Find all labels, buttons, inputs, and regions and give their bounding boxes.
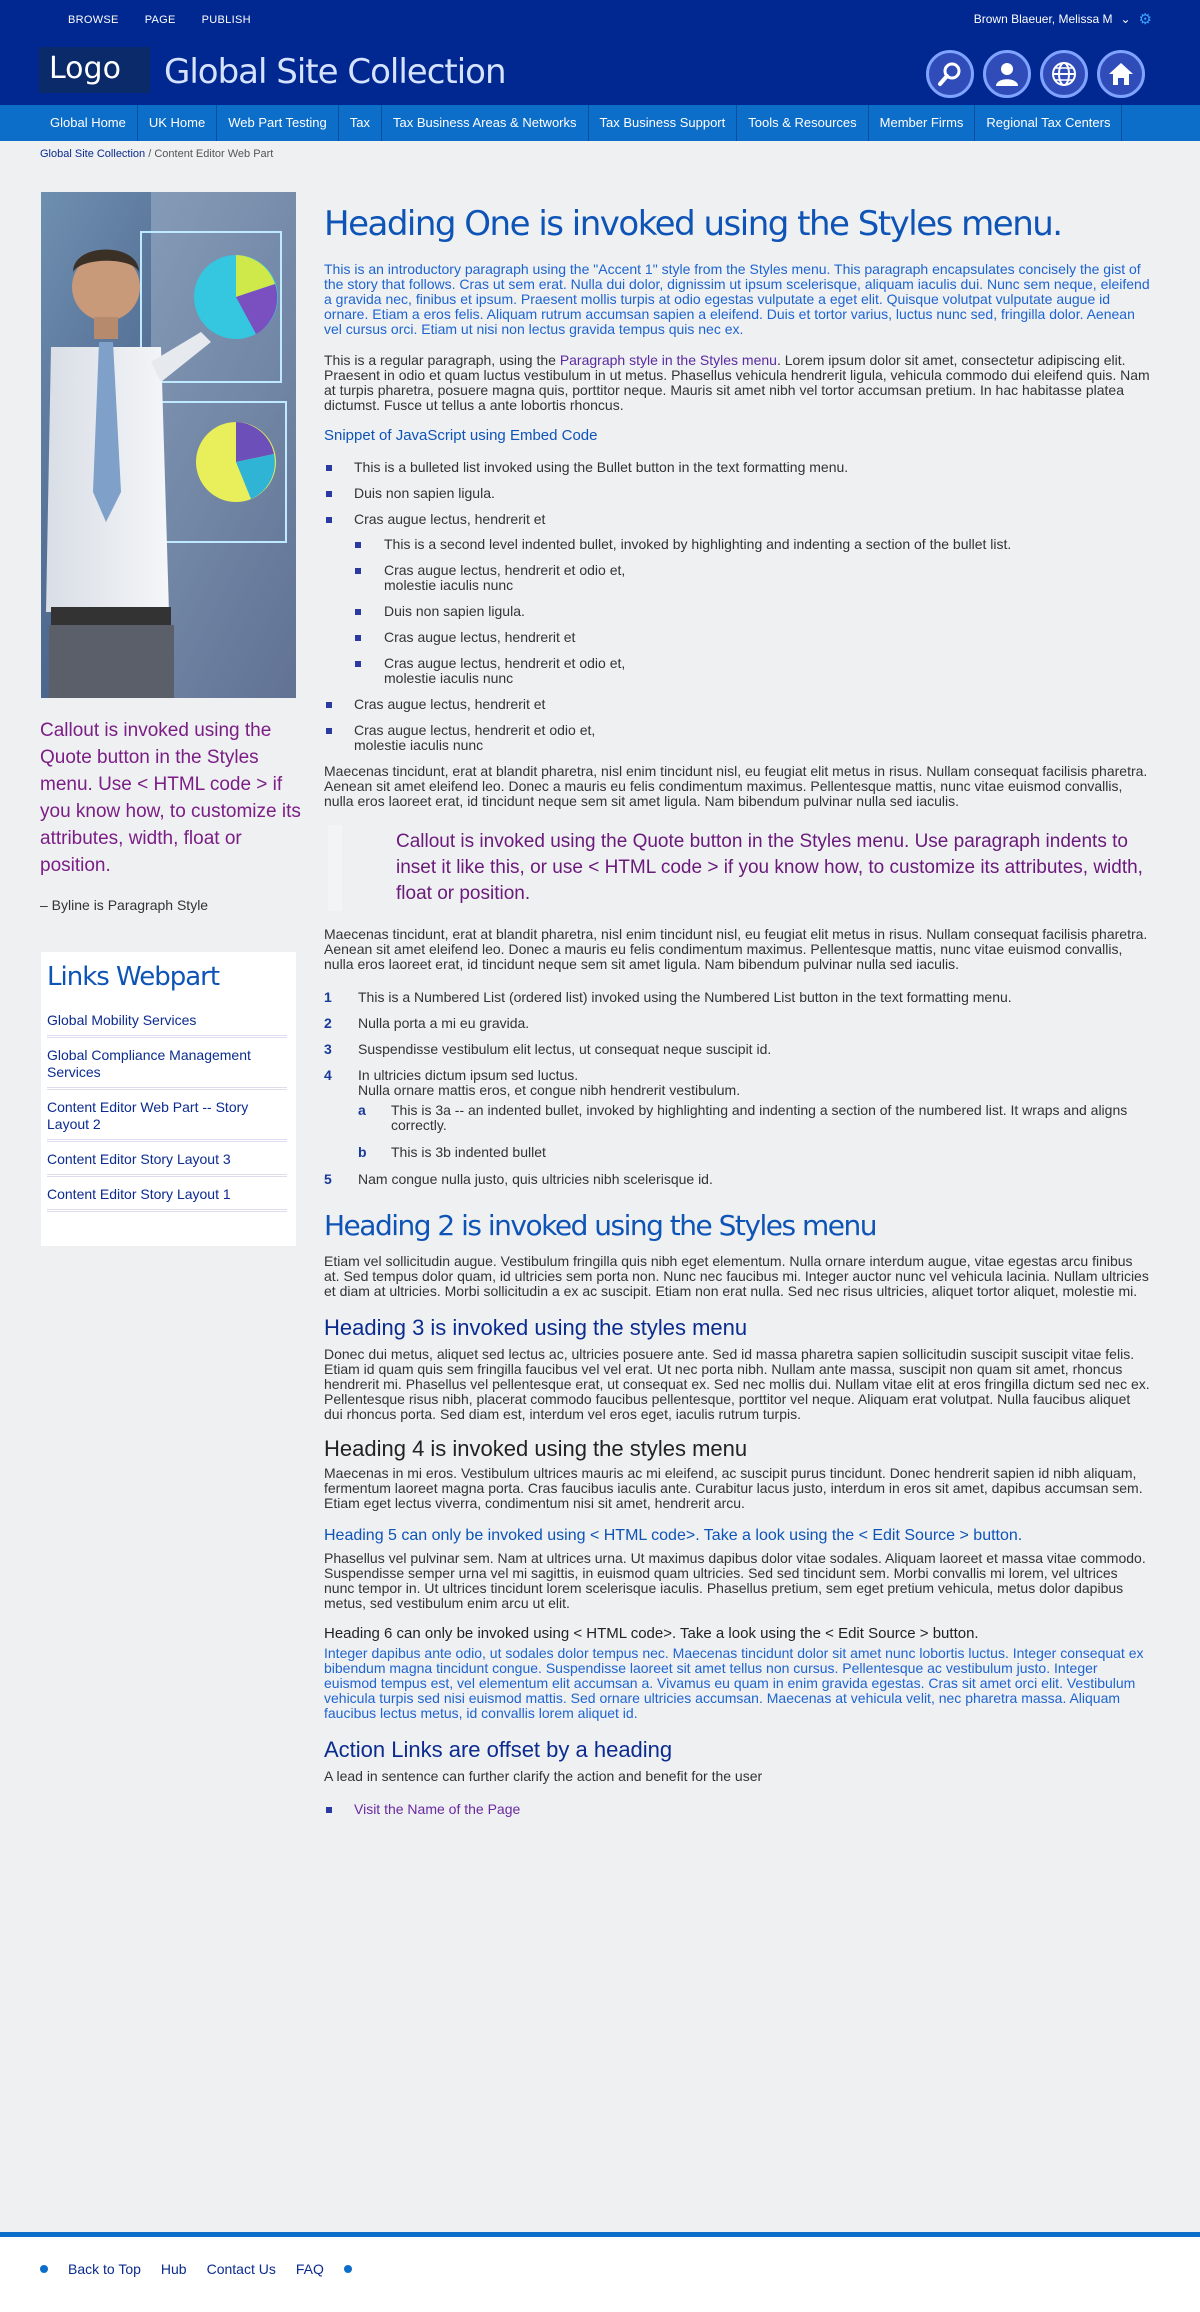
list-item: 5 Nam congue nulla justo, quis ultricies nibh scelerisque id. [324,1171,713,1187]
byline: – Byline is Paragraph Style [40,897,209,913]
site-title[interactable]: Global Site Collection [164,52,506,92]
list-item: Cras augue lectus, hendrerit et [354,630,1150,645]
publish-tab[interactable]: PUBLISH [201,14,251,26]
list-item: a This is 3a -- an indented bullet, invoked by highlighting and indenting a section of the numbered list. It wraps and aligns correctly. [358,1102,1128,1133]
list-item [324,1802,1150,1817]
bullet-dot-icon [40,2265,48,2273]
sidebar-callout: Callout is invoked using the Quote button in the Styles menu. Use < HTML code > if you know how, to customize its attributes, width, float or position. [40,720,301,876]
search-icon [936,60,964,88]
nav-uk-home[interactable]: UK Home [138,105,217,141]
nav-tax[interactable]: Tax [339,105,382,141]
quote-callout: Callout is invoked using the Quote button in the Styles menu. Use paragraph indents to inset it like this, or use < HTML code > if you know how, to customize its attributes, width, float or position. [324,825,1150,911]
link-story-layout-3[interactable]: Content Editor Story Layout 3 [47,1147,287,1177]
contact-us-link[interactable]: Contact Us [206,2261,276,2277]
user-menu[interactable] [974,10,1152,28]
paragraph-style-link[interactable]: Paragraph style in the Styles menu [559,352,777,368]
nav-web-part-testing[interactable]: Web Part Testing [217,105,339,141]
heading-5: Heading 5 can only be invoked using < HTML code>. Take a look using the < Edit Source > button. [324,1527,1023,1544]
link-global-compliance[interactable]: Global Compliance Management Services [47,1043,287,1090]
list-item: 4 In ultricies dictum ipsum sed luctus. Nulla ornare mattis eros, et congue nibh hendrerit vestibulum. a This is 3a -- an indented bullet, invoked by highlighting and indenting a section of the numbered list. It wraps and aligns correctly. b This is 3b indented bullet [324,1068,1150,1160]
list-item: Cras augue lectus, hendrerit et odio et, molestie iaculis nunc [354,563,1150,593]
search-button[interactable] [926,50,974,98]
profile-button[interactable] [983,50,1031,98]
action-links-heading: Action Links are offset by a heading [324,1737,673,1762]
body-paragraph: Maecenas tincidunt, erat at blandit pharetra, nisl enim tincidunt nisl, eu feugiat elit metus in risus. Nullam consequat facilisis pharetra. Aenean sit amet eleifend leo. Donec a mauris eu felis condimentum maximus. Pellentesque mattis, nunc vitae euismod convallis, nulla eros laoreet erat, id tincidunt neque sem sit amet ligula. Nam bibendum pulvinar nulla sed iaculis. [324,763,1148,809]
nested-bulleted-list [354,537,1150,686]
list-item: Duis non sapien ligula. [324,486,1150,501]
breadcrumb-link[interactable]: Global Site Collection [40,148,146,160]
snippet-heading: Snippet of JavaScript using Embed Code [324,427,598,444]
bulleted-list [324,460,1150,753]
nav-tax-business-support[interactable]: Tax Business Support [589,105,738,141]
breadcrumb: Global Site Collection / Content Editor Web Part [40,148,274,160]
list-item: Cras augue lectus, hendrerit et [324,697,1150,712]
link-story-layout-1[interactable]: Content Editor Story Layout 1 [47,1182,287,1212]
nav-global-home[interactable]: Global Home [39,105,138,141]
globe-button[interactable] [1040,50,1088,98]
home-icon [1107,60,1135,88]
list-item: 3 Suspendisse vestibulum elit lectus, ut consequat neque suscipit id. [324,1041,772,1057]
footer [0,2237,1200,2312]
hero-image [41,192,296,698]
logo[interactable]: Logo [39,47,150,93]
browse-tab[interactable]: BROWSE [68,14,119,26]
body-paragraph: Phasellus vel pulvinar sem. Nam at ultrices urna. Ut maximus dapibus dolor vitae sodales. Aliquam laoreet et massa vitae commodo. Suspendisse semper urna vel mi sagittis, in euismod quam ultricies. Sed sed tincidunt sem. Morbi convallis mi lorem, vel ultrices nunc tempor in. Ut ultrices tincidunt lorem scelerisque iaculis. Phasellus pretium, sem eget pretium vehicula, metus dolor dapibus metus, sed vestibulum enim arcu ut elit. [324,1550,1146,1611]
list-item: 1 This is a Numbered List (ordered list) invoked using the Numbered List button in the text formatting menu. [324,989,1012,1005]
user-icon [993,60,1021,88]
list-item: Duis non sapien ligula. [354,604,1150,619]
links-webpart-title: Links Webpart [47,962,220,992]
chevron-down-icon: ⌄ [1120,12,1131,26]
heading-6: Heading 6 can only be invoked using < HTML code>. Take a look using the < Edit Source > button. [324,1625,979,1642]
global-nav [0,105,1200,141]
globe-icon [1050,60,1078,88]
hub-link[interactable]: Hub [160,2261,187,2277]
heading-2: Heading 2 is invoked using the Styles menu [324,1209,876,1242]
main-content [324,190,1150,1828]
list-item: This is a bulleted list invoked using the Bullet button in the text formatting menu. [324,460,1150,475]
nested-numbered-list [358,1103,1150,1160]
links-list [47,1008,287,1217]
visit-page-link[interactable]: Visit the Name of the Page [354,1801,521,1817]
page-title: Heading One is invoked using the Styles menu. [324,204,1062,244]
top-bar [0,0,1200,105]
list-item: Cras augue lectus, hendrerit et odio et, molestie iaculis nunc [354,656,1150,686]
faq-link[interactable]: FAQ [295,2261,324,2277]
body-paragraph: Maecenas tincidunt, erat at blandit pharetra, nisl enim tincidunt nisl, eu feugiat elit metus in risus. Nullam consequat facilisis pharetra. Aenean sit amet eleifend leo. Donec a mauris eu felis condimentum maximus. Pellentesque mattis, nunc vitae euismod convallis, nulla eros laoreet erat, id tincidunt neque sem sit amet ligula. Nam bibendum pulvinar nulla sed iaculis. [324,926,1148,972]
nav-tools-resources[interactable]: Tools & Resources [737,105,868,141]
page-tab[interactable]: PAGE [144,14,176,26]
action-links-list [324,1802,1150,1817]
body-paragraph: Donec dui metus, aliquet sed lectus ac, ultricies posuere ante. Sed id massa pharetra sapien sollicitudin suscipit suscipit vitae felis. Etiam id quam quis sem fringilla faucibus vel vel erat. Ut nec porta nibh. Nullam ante massa, suscipit non quam sit amet, rhoncus hendrerit mi. Phasellus vel pellentesque erat, ut consequat ex. Sed nec mollis dui. Nullam vitae elit at eros fringilla dictum sed nec ex. Pellentesque risus nibh, placerat commodo faucibus pellentesque, porttitor vel neque. Aliquam erat volutpat. Nulla faucibus aliquet dui rhoncus porta. Sed diam est, interdum vel eros eget, iaculis rutrum turpis. [324,1346,1150,1422]
numbered-list [324,990,1150,1187]
lead-sentence: A lead in sentence can further clarify the action and benefit for the user [324,1768,763,1784]
ribbon-tabs [68,14,251,26]
links-webpart [41,952,296,1246]
nav-member-firms[interactable]: Member Firms [869,105,976,141]
gear-icon[interactable]: ⚙ [1138,11,1152,28]
list-item: b This is 3b indented bullet [358,1144,546,1160]
body-paragraph: Integer dapibus ante odio, ut sodales dolor tempus nec. Maecenas tincidunt dolor sit amet nunc lobortis luctus. Integer consequat ex bibendum magna tincidunt congue. Suspendisse laoreet sit amet tellus non cursus. Pellentesque ac vestibulum justo. Integer euismod tempus est, vel elementum elit accumsan a. Vivamus eu quam in enim gravida egestas. Cras sit amet orci elit. Vestibulum vehicula turpis sed nisi euismod mattis. Sed ornare ultricies accumsan. Maecenas at vehicula velit, nec pharetra massa. Aliquam faucibus lectus metus, id convallis lorem aliquet id. [324,1645,1144,1721]
back-to-top-link[interactable]: Back to Top [68,2261,141,2277]
home-button[interactable] [1097,50,1145,98]
bullet-dot-icon [344,2265,352,2273]
list-item: Cras augue lectus, hendrerit et odio et, molestie iaculis nunc [324,723,1150,753]
regular-paragraph: This is a regular paragraph, using the Paragraph style in the Styles menu. Lorem ipsum dolor sit amet, consectetur adipiscing elit. Praesent in odio et quam luctus vestibulum in ut metus. Phasellus vehicula hendrerit ligula, vehicula commodo dui eleifend quis. Nam at turpis pharetra, posuere magna quis, porttitor neque. Mauris sit amet nibh vel tortor accumsan pretium. In hac habitasse platea dictumst. Fusce ut tellus a ante lobortis rhoncus. [324,352,1150,413]
user-name: Brown Blaeuer, Melissa M [973,12,1113,26]
link-global-mobility[interactable]: Global Mobility Services [47,1008,287,1038]
breadcrumb-current: Content Editor Web Part [154,148,274,160]
body-paragraph: Maecenas in mi eros. Vestibulum ultrices mauris ac mi eleifend, ac suscipit purus tincidunt. Donec hendrerit sapien id nibh aliquam, fermentum laoreet magna porta. Cras faucibus iaculis ante. Curabitur lacus justo, interdum in eros sit amet, dapibus accumsan sem. Etiam eget lectus viverra, condimentum nisi sit amet, hendrerit arcu. [324,1465,1143,1511]
footer-links [40,2261,352,2277]
list-item: 2 Nulla porta a mi eu gravida. [324,1015,530,1031]
list-item: This is a second level indented bullet, invoked by highlighting and indenting a section of the bullet list. [354,537,1150,552]
link-story-layout-2[interactable]: Content Editor Web Part -- Story Layout 2 [47,1095,287,1142]
intro-paragraph: This is an introductory paragraph using the "Accent 1" style from the Styles menu. This paragraph encapsulates concisely the gist of the story that follows. Cras ut sem erat. Nulla dui dolor, dignissim ut ipsum scelerisque, aliquam iaculis dui. Nunc sem neque, eleifend a gravida nec, finibus et ipsum. Praesent mollis turpis at odio egestas vulputate a eget elit. Quisque volutpat vulputate augue id ornare. Etiam a eros felis. Aliquam rutrum accumsan sapien a eleifend. Duis et tortor varius, luctus nunc sed, fringilla dolor. Aenean vel cursus orci. Etiam ut nisi non lectus gravida tempus quis nec ex. [324,261,1150,337]
nav-regional-tax-centers[interactable]: Regional Tax Centers [975,105,1122,141]
heading-3: Heading 3 is invoked using the styles menu [324,1315,748,1340]
nav-tax-business-areas[interactable]: Tax Business Areas & Networks [382,105,589,141]
body-paragraph: Etiam vel sollicitudin augue. Vestibulum fringilla quis nibh eget elementum. Nulla ornare interdum augue, vitae egestas arcu finibus at. Sed tempus dolor quam, id ultricies sem porta non. Nunc nec faucibus mi. Integer auctor nunc vel vehicula lacinia. Nullam ultricies et diam at ultricies. Morbi sollicitudin a ex ac suscipit. Etiam non erat nulla. Sed nec risus ultricies, aliquet tortor aliquet, molestie mi. [324,1253,1149,1299]
heading-4: Heading 4 is invoked using the styles menu [324,1436,748,1461]
list-item: Cras augue lectus, hendrerit et This is a second level indented bullet, invoked by highlighting and indenting a section of the bullet list. Cras augue lectus, hendrerit et odio et, molestie iaculis nunc Duis non sapien ligula. Cras augue lectus, hendrerit et Cras augue lectus, hendrerit et odio et, molestie iaculis nunc [324,512,1150,686]
